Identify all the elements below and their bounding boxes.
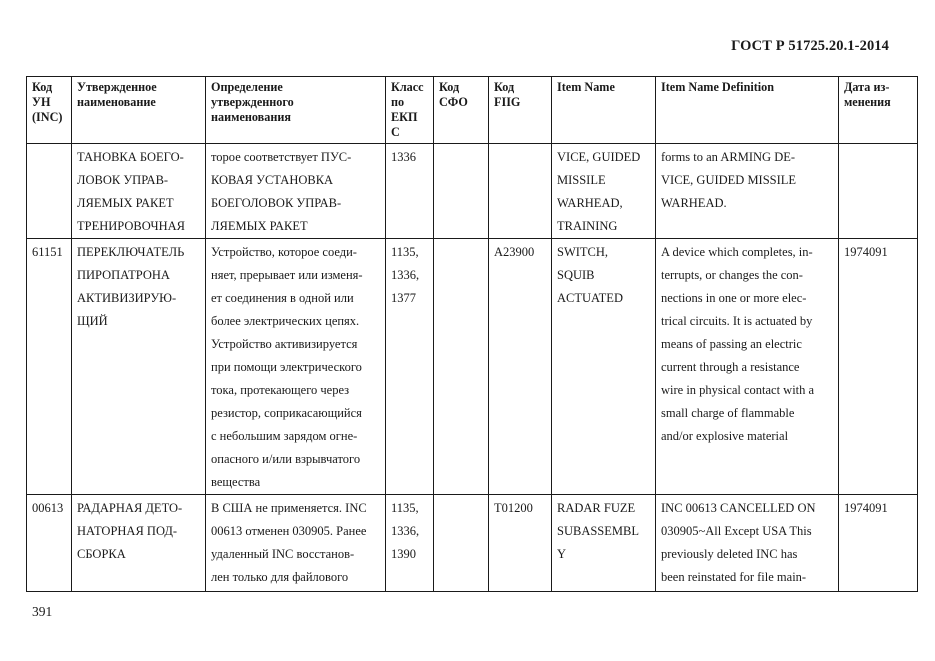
cell-text-line: nections in one or more elec- [661, 291, 807, 305]
cell-class [386, 495, 434, 592]
cell-text-line: A23900 [494, 245, 535, 259]
cell-text-line: forms to an ARMING DE- [661, 150, 796, 164]
cell-text-line: T01200 [494, 501, 533, 515]
cell-text-line: Устройство активизируется [211, 337, 358, 351]
cell-item-name [552, 144, 656, 239]
column-header-line: Код [494, 80, 515, 94]
cell-text-line: 1974091 [844, 245, 888, 259]
cell-text-line: 61151 [32, 245, 63, 259]
column-header-item-def [656, 77, 839, 144]
cell-text-line: 1135, [391, 501, 419, 515]
cell-item-def [656, 144, 839, 239]
cell-text-line: 1377 [391, 291, 416, 305]
table-header-row [27, 77, 918, 144]
cell-text-line: means of passing an electric [661, 337, 802, 351]
column-header-line: Класс [391, 80, 424, 94]
cell-date [839, 144, 918, 239]
cell-text-line: торое соответствует ПУС- [211, 150, 352, 164]
column-header-line: С [391, 125, 400, 139]
cell-definition [206, 495, 386, 592]
cell-text-line: ПИРОПАТРОНА [77, 268, 170, 282]
cell-text-line: няет, прерывает или изменя- [211, 268, 363, 282]
cell-text-line: VICE, GUIDED [557, 150, 641, 164]
cell-text-line: 1336, [391, 524, 420, 538]
cell-text-line: 1974091 [844, 501, 888, 515]
cell-text-line: previously deleted INC has [661, 547, 798, 561]
cell-text-line: 00613 отменен 030905. Ранее [211, 524, 367, 538]
cell-sfo [434, 239, 489, 495]
cell-text-line: current through a resistance [661, 360, 800, 374]
cell-text-line: SWITCH, [557, 245, 609, 259]
cell-sfo [434, 144, 489, 239]
cell-text-line: ACTUATED [557, 291, 623, 305]
cell-text-line: terrupts, or changes the con- [661, 268, 803, 282]
cell-text-line: and/or explosive material [661, 429, 789, 443]
cell-text-line: WARHEAD. [661, 196, 727, 210]
cell-text-line: INC 00613 CANCELLED ON [661, 501, 816, 515]
cell-class [386, 239, 434, 495]
cell-code [27, 239, 72, 495]
cell-text-line: VICE, GUIDED MISSILE [661, 173, 797, 187]
cell-text-line: ет соединения в одной или [211, 291, 354, 305]
cell-fiig [489, 239, 552, 495]
cell-text-line: small charge of flammable [661, 406, 795, 420]
column-header-line: наименования [211, 110, 291, 124]
cell-text-line: MISSILE [557, 173, 606, 187]
column-header-line: Определение [211, 80, 283, 94]
cell-item-def [656, 239, 839, 495]
cell-text-line: trical circuits. It is actuated by [661, 314, 813, 328]
column-header-line: Item Name Definition [661, 80, 775, 94]
column-header-line: наименование [77, 95, 156, 109]
cell-text-line: 1390 [391, 547, 416, 561]
cell-code [27, 144, 72, 239]
column-header-line: менения [844, 95, 891, 109]
cell-date [839, 239, 918, 495]
cell-item-def [656, 495, 839, 592]
cell-text-line: ЛЯЕМЫХ РАКЕТ [211, 219, 308, 233]
column-header-line: Утвержденное [77, 80, 157, 94]
nomenclature-table [26, 76, 918, 592]
column-header-date [839, 77, 918, 144]
column-header-code [27, 77, 72, 144]
cell-text-line: более электрических цепях. [211, 314, 360, 328]
cell-text-line: БОЕГОЛОВОК УПРАВ- [211, 196, 342, 210]
cell-approved-name [72, 144, 206, 239]
cell-text-line: СБОРКА [77, 547, 126, 561]
column-header-definition [206, 77, 386, 144]
cell-definition [206, 239, 386, 495]
cell-text-line: 1336 [391, 150, 416, 164]
column-header-fiig [489, 77, 552, 144]
cell-text-line: 00613 [32, 501, 64, 515]
cell-text-line: ТРЕНИРОВОЧНАЯ [77, 219, 185, 233]
cell-text-line: A device which completes, in- [661, 245, 813, 259]
cell-text-line: SUBASSEMBL [557, 524, 639, 538]
cell-item-name [552, 239, 656, 495]
cell-text-line: Y [557, 547, 567, 561]
document-standard-header: ГОСТ Р 51725.20.1-2014 [731, 38, 889, 54]
cell-text-line: тока, протекающего через [211, 383, 350, 397]
cell-text-line: wire in physical contact with a [661, 383, 815, 397]
cell-text-line: АКТИВИЗИРУЮ- [77, 291, 177, 305]
cell-text-line: RADAR FUZE [557, 501, 636, 515]
cell-definition [206, 144, 386, 239]
table-row [27, 239, 918, 495]
cell-text-line: 1336, [391, 268, 420, 282]
cell-approved-name [72, 239, 206, 495]
cell-text-line: Устройство, которое соеди- [211, 245, 357, 259]
page-number: 391 [32, 604, 53, 619]
cell-text-line: SQUIB [557, 268, 595, 282]
cell-code [27, 495, 72, 592]
cell-text-line: ПЕРЕКЛЮЧАТЕЛЬ [77, 245, 185, 259]
cell-text-line: при помощи электрического [211, 360, 362, 374]
column-header-item-name [552, 77, 656, 144]
cell-text-line: вещества [211, 475, 261, 489]
cell-text-line: опасного и/или взрывчатого [211, 452, 361, 466]
cell-fiig [489, 495, 552, 592]
column-header-line: СФО [439, 95, 468, 109]
column-header-line: Дата из- [844, 80, 890, 94]
cell-text-line: НАТОРНАЯ ПОД- [77, 524, 178, 538]
cell-text-line: TRAINING [557, 219, 618, 233]
cell-fiig [489, 144, 552, 239]
cell-date [839, 495, 918, 592]
column-header-sfo [434, 77, 489, 144]
column-header-line: ЕКП [391, 110, 418, 124]
cell-item-name [552, 495, 656, 592]
cell-text-line: В США не применяется. INC [211, 501, 367, 515]
cell-text-line: лен только для файлового [211, 570, 349, 584]
cell-text-line: с небольшим зарядом огне- [211, 429, 358, 443]
cell-text-line: КОВАЯ УСТАНОВКА [211, 173, 334, 187]
column-header-class [386, 77, 434, 144]
column-header-line: Item Name [557, 80, 615, 94]
cell-text-line: 030905~All Except USA This [661, 524, 812, 538]
table-row [27, 495, 918, 592]
column-header-line: (INC) [32, 110, 63, 124]
cell-text-line: резистор, соприкасающийся [211, 406, 362, 420]
column-header-line: FIIG [494, 95, 521, 109]
column-header-line: Код [32, 80, 53, 94]
cell-text-line: been reinstated for file main- [661, 570, 807, 584]
column-header-line: по [391, 95, 405, 109]
column-header-line: УН [32, 95, 51, 109]
cell-text-line: РАДАРНАЯ ДЕТО- [77, 501, 183, 515]
cell-text-line: WARHEAD, [557, 196, 623, 210]
cell-text-line: 1135, [391, 245, 419, 259]
cell-approved-name [72, 495, 206, 592]
column-header-line: Код [439, 80, 460, 94]
cell-class [386, 144, 434, 239]
cell-text-line: ЛЯЕМЫХ РАКЕТ [77, 196, 174, 210]
cell-text-line: ЩИЙ [77, 314, 108, 328]
table-row [27, 144, 918, 239]
cell-text-line: ТАНОВКА БОЕГО- [77, 150, 184, 164]
cell-text-line: ЛОВОК УПРАВ- [77, 173, 169, 187]
column-header-line: утвержденного [211, 95, 294, 109]
column-header-approved-name [72, 77, 206, 144]
cell-sfo [434, 495, 489, 592]
cell-text-line: удаленный INC восстанов- [211, 547, 355, 561]
